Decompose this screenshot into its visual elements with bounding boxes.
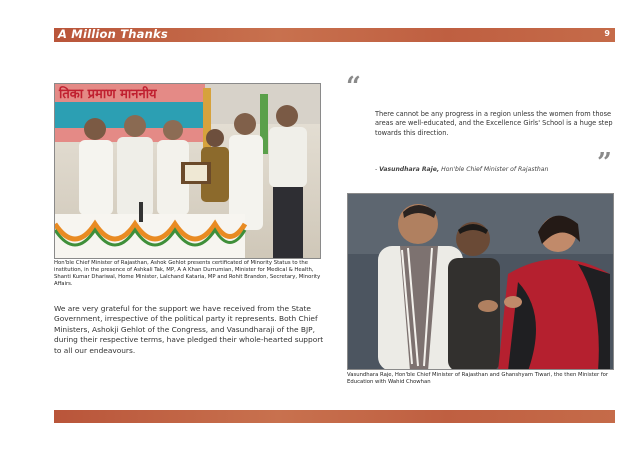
ceremony-illustration	[55, 84, 321, 259]
banner-text: तिका प्रमाण माननीय	[59, 87, 157, 102]
footer-bar	[54, 410, 615, 423]
gratitude-paragraph: We are very grateful for the support we have received from the State Government, irrespective of the political party it represents. Both Chief Ministers, Ashokji Gehlot of the Congress, and Vasundharaji of the BJP, during their respective terms, have pledged their whole-hearted support to all our endeavours.	[54, 304, 324, 355]
left-photo-caption: Hon'ble Chief Minister of Rajasthan, Ashok Gehlot presents certificated of Minority Status to the institution, in the presence of Ashkali Tak, MP, A A Khan Durrumian, Minister for Medical & Health, Shanti Kumar Dhariwal, Home Minister, Lalchand Kataria, MP and Rohit Brandon, Secretary, Minority Affairs.	[54, 260, 321, 287]
photo-chief-minister-meeting	[347, 193, 614, 370]
attribution-title: Hon'ble Chief Minister of Rajasthan	[439, 166, 549, 173]
quote-attribution	[375, 166, 615, 173]
meeting-illustration	[348, 194, 614, 370]
attribution-prefix: -	[375, 166, 380, 173]
page-number: 9	[604, 29, 610, 38]
page-title: A Million Thanks	[58, 27, 168, 41]
photo-certificate-ceremony	[54, 83, 321, 259]
open-quote-mark: “	[346, 72, 361, 102]
header-bar	[54, 28, 615, 42]
attribution-name: Vasundhara Raje,	[379, 166, 440, 173]
right-photo-caption: Vasundhara Raje, Hon'ble Chief Minister of Rajasthan and Ghanshyam Tiwari, the then Minister for Education with Wahid Chowhan	[347, 372, 609, 385]
close-quote-mark: ”	[597, 148, 612, 178]
quote-text: There cannot be any progress in a region unless the women from those areas are well-educated, and the Excellence Girls' School is a huge step towards this direction.	[375, 110, 613, 137]
